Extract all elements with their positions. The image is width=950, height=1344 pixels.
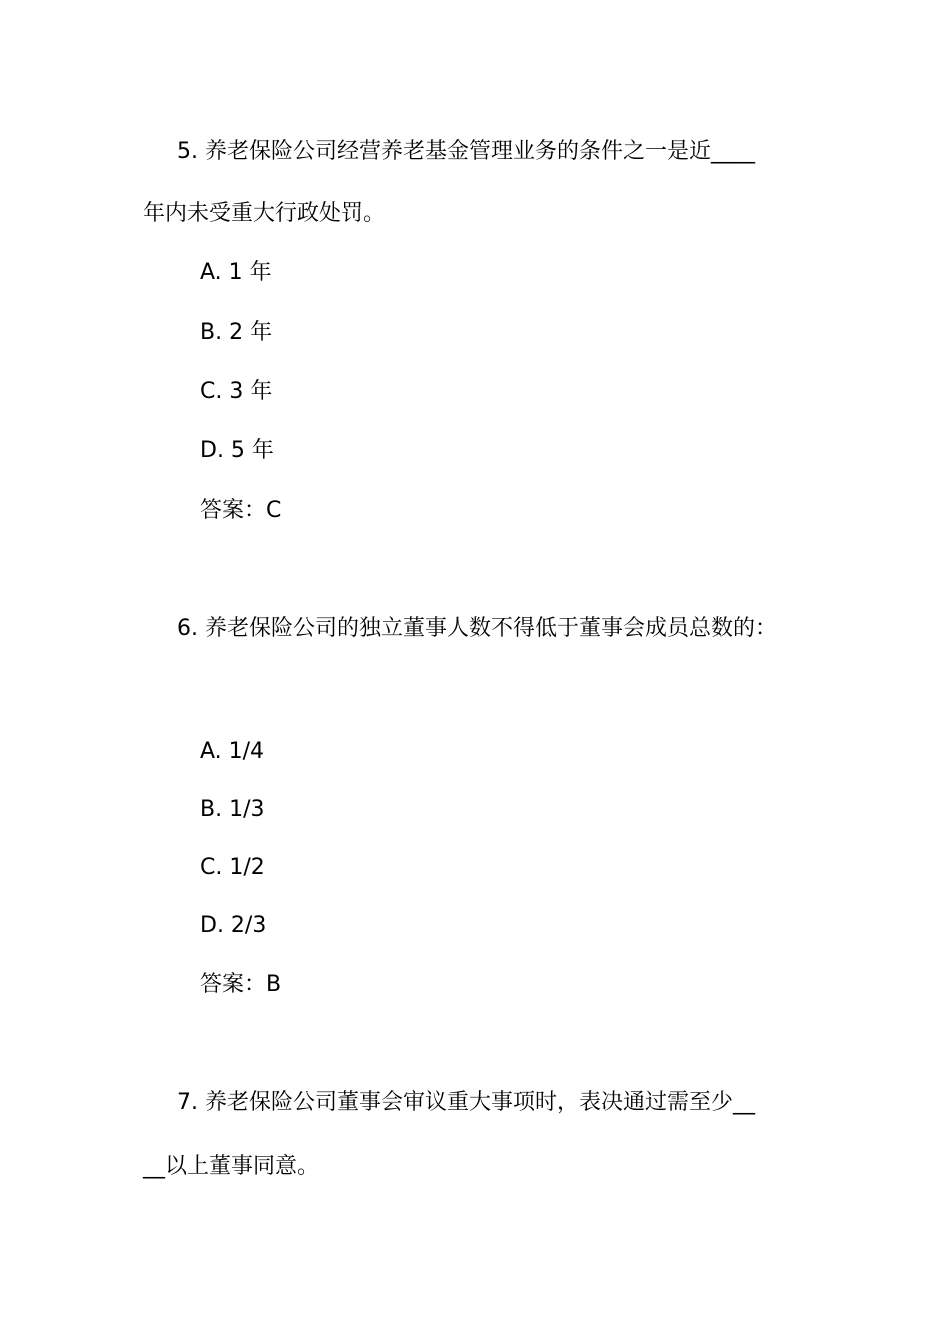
question-5-stem-line-2: 年内未受重大行政处罚。 bbox=[143, 201, 386, 226]
question-6-option-c: C. 1/2 bbox=[200, 855, 265, 880]
question-6-stem-line-1: 6. 养老保险公司的独立董事人数不得低于董事会成员总数的： bbox=[177, 616, 777, 641]
question-5-answer: 答案：C bbox=[200, 498, 282, 523]
question-6-option-b: B. 1/3 bbox=[200, 797, 265, 822]
question-6-option-a: A. 1/4 bbox=[200, 739, 265, 764]
question-6-option-d: D. 2/3 bbox=[200, 913, 267, 938]
question-5-option-d: D. 5 年 bbox=[200, 438, 274, 463]
question-5-option-b: B. 2 年 bbox=[200, 320, 273, 345]
question-5-option-a: A. 1 年 bbox=[200, 260, 272, 285]
question-7-stem-line-2: __以上董事同意。 bbox=[143, 1154, 320, 1179]
question-5-stem-line-1: 5. 养老保险公司经营养老基金管理业务的条件之一是近____ bbox=[177, 139, 755, 164]
question-5-option-c: C. 3 年 bbox=[200, 379, 273, 404]
question-6-answer: 答案：B bbox=[200, 972, 282, 997]
question-7-stem-line-1: 7. 养老保险公司董事会审议重大事项时，表决通过需至少__ bbox=[177, 1090, 755, 1115]
